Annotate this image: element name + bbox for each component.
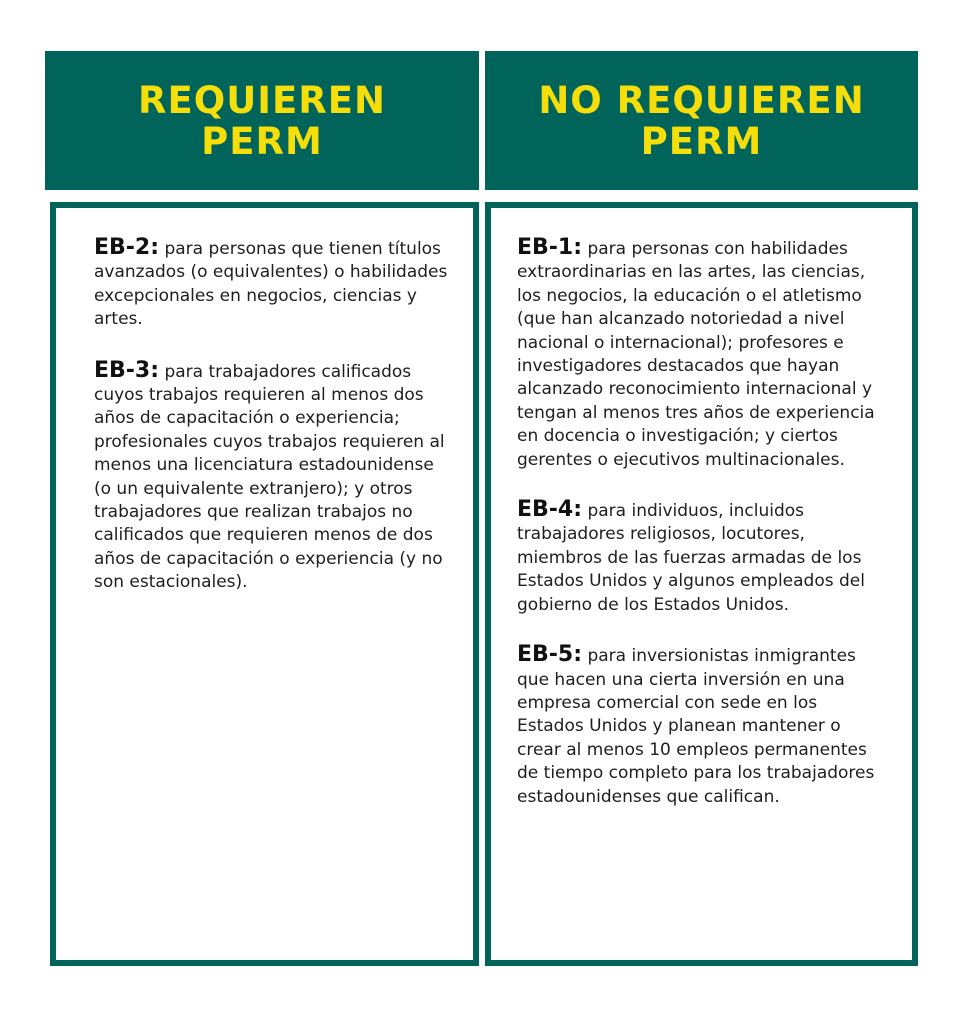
column-title-requieren-perm: [138, 80, 386, 162]
entry-text: para individuos, incluidos trabajadores religiosos, locutores, miembros de las fuerzas armadas de los Estados Unidos y algunos empleados del gobierno de los Estados Unidos.: [517, 501, 865, 615]
entry-eb4: [517, 498, 888, 617]
entry-code: EB-5:: [517, 642, 583, 668]
entry-text: para inversionistas inmigrantes que hacen una cierta inversión en una empresa comercial con sede en los Estados Unidos y planean mantener o crear al menos 10 empleos permanentes de tiempo completo para los trabajadores estadounidenses que califican.: [517, 646, 875, 807]
entry-text: para trabajadores calificados cuyos trabajos requieren al menos dos años de capacitación o experiencia; profesionales cuyos trabajos requieren al menos una licenciatura estadounidense (o un equivalente extranjero); y otros trabajadores que realizan trabajos no calificados que requieren menos de dos años de capacitación o experiencia (y no son estacionales).: [94, 361, 445, 593]
entry-eb5: [517, 643, 888, 809]
panel-no-requieren-perm: [485, 202, 918, 966]
entry-eb3: [94, 359, 453, 595]
column-header-requieren-perm: [45, 51, 479, 190]
title-line-1: NO REQUIEREN: [538, 78, 865, 122]
entry-code: EB-3:: [94, 357, 160, 383]
entry-code: EB-4:: [517, 497, 583, 523]
title-line-1: REQUIEREN: [137, 78, 387, 122]
column-title-no-requieren-perm: [538, 80, 864, 162]
entry-eb2: [94, 236, 453, 332]
title-line-2: PERM: [640, 119, 763, 163]
column-header-no-requieren-perm: [485, 51, 918, 190]
panel-requieren-perm: [50, 202, 479, 966]
title-line-2: PERM: [201, 119, 323, 163]
entry-list: [517, 236, 888, 835]
entry-code: EB-1:: [517, 235, 583, 260]
entry-code: EB-2:: [94, 235, 160, 260]
entry-text: para personas con habilidades extraordinarias en las artes, las ciencias, los negocios, la educación o el atletismo (que han alcanzado notoriedad a nivel nacional o internacional); profesores e investigadores destacados que hayan alcanzado reconocimiento internacional y tengan al menos tres años de experiencia en docencia o investigación; y ciertos gerentes o ejecutivos multinacionales.: [517, 239, 875, 470]
entry-text: para personas que tienen títulos avanzados (o equivalentes) o habilidades excepcionales en negocios, ciencias y artes.: [94, 239, 448, 330]
entry-eb1: [517, 236, 888, 472]
entry-list: [94, 236, 453, 622]
